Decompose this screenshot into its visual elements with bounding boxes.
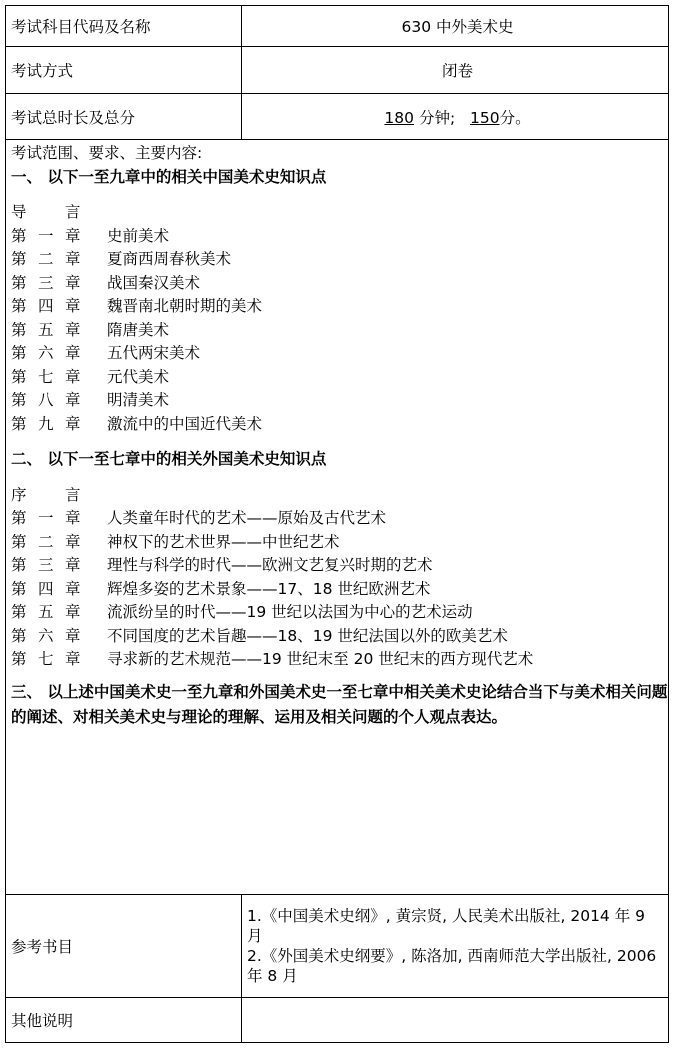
chapter-title: 寻求新的艺术规范——19 世纪末至 20 世纪末的西方现代艺术	[107, 650, 534, 669]
chapter-title: 五代两宋美术	[107, 344, 201, 363]
chapter-number: 第 六 章	[11, 344, 81, 363]
part1-chapter-list	[11, 201, 668, 436]
duration-value	[242, 94, 669, 140]
duration-label: 考试总时长及总分	[6, 94, 242, 140]
duration-score-unit: 分。	[499, 108, 531, 127]
chapter-title: 神权下的艺术世界——中世纪艺术	[107, 532, 340, 551]
chapter-number: 第 六 章	[11, 626, 81, 645]
chapter-number: 第 七 章	[11, 367, 81, 386]
chapter-title: 人类童年时代的艺术——原始及古代艺术	[107, 509, 387, 528]
chapter-title: 隋唐美术	[107, 320, 170, 339]
chapter-title: 明清美术	[107, 391, 170, 410]
chapter-item	[11, 201, 668, 225]
chapter-title: 流派纷呈的时代——19 世纪以法国为中心的艺术运动	[107, 603, 473, 622]
chapter-number: 第 四 章	[11, 297, 81, 316]
chapter-number: 第 一 章	[11, 226, 81, 245]
other-value	[242, 997, 669, 1042]
method-label: 考试方式	[6, 46, 242, 93]
chapter-number: 第 四 章	[11, 579, 81, 598]
subject-value: 630 中外美术史	[242, 6, 669, 47]
chapter-title: 激流中的中国近代美术	[107, 414, 263, 433]
duration-minutes: 180	[384, 108, 415, 127]
other-row	[6, 997, 669, 1042]
chapter-title: 战国秦汉美术	[107, 273, 201, 292]
chapter-number: 第 一 章	[11, 509, 81, 528]
chapter-item	[11, 601, 668, 625]
chapter-title: 史前美术	[107, 226, 170, 245]
chapter-item	[11, 413, 668, 437]
part3-paragraph: 三、 以上述中国美术史一至九章和外国美术史一至七章中相关美术史论结合当下与美术相关问题的阐述、对相关美术史与理论的理解、运用及相关问题的个人观点表达。	[11, 682, 668, 726]
chapter-item	[11, 295, 668, 319]
chapter-number: 第 五 章	[11, 320, 81, 339]
subject-row	[6, 6, 669, 47]
scope-intro: 考试范围、要求、主要内容:	[11, 144, 203, 163]
reference-item-2: 2.《外国美术史纲要》, 陈洛加, 西南师范大学出版社, 2006 年 8 月	[247, 947, 657, 986]
references-label: 参考书目	[6, 895, 242, 997]
chapter-number: 序 言	[11, 485, 81, 504]
chapter-number: 第 七 章	[11, 650, 81, 669]
subject-label: 考试科目代码及名称	[6, 6, 242, 47]
chapter-item	[11, 648, 668, 672]
duration-minutes-unit: 分钟;	[418, 108, 456, 127]
chapter-number: 第 二 章	[11, 250, 81, 269]
chapter-item	[11, 531, 668, 555]
duration-row	[6, 94, 669, 140]
chapter-item	[11, 554, 668, 578]
chapter-item	[11, 248, 668, 272]
chapter-number: 第 三 章	[11, 273, 81, 292]
chapter-item	[11, 507, 668, 531]
chapter-title: 元代美术	[107, 367, 170, 386]
chapter-item	[11, 484, 668, 508]
exam-info-table	[5, 5, 669, 1043]
chapter-item	[11, 225, 668, 249]
chapter-number: 第 三 章	[11, 556, 81, 575]
references-row	[6, 895, 669, 997]
chapter-item	[11, 272, 668, 296]
chapter-number: 第 二 章	[11, 532, 81, 551]
chapter-number: 第 九 章	[11, 414, 81, 433]
method-value: 闭卷	[242, 46, 669, 93]
references-value	[242, 895, 669, 997]
chapter-item	[11, 578, 668, 602]
other-label: 其他说明	[6, 997, 242, 1042]
method-row	[6, 46, 669, 93]
scope-cell	[6, 140, 669, 895]
chapter-number: 第 八 章	[11, 391, 81, 410]
part2-heading: 二、 以下一至七章中的相关外国美术史知识点	[11, 450, 327, 469]
part2-chapter-list	[11, 484, 668, 672]
duration-score: 150	[469, 108, 500, 127]
chapter-number: 导 言	[11, 203, 81, 222]
chapter-title: 夏商西周春秋美术	[107, 250, 232, 269]
chapter-item	[11, 625, 668, 649]
chapter-number: 第 五 章	[11, 603, 81, 622]
chapter-item	[11, 319, 668, 343]
reference-item-1: 1.《中国美术史纲》, 黄宗贤, 人民美术出版社, 2014 年 9 月	[247, 907, 646, 946]
chapter-item	[11, 342, 668, 366]
chapter-item	[11, 389, 668, 413]
scope-row	[6, 140, 669, 895]
chapter-title: 魏晋南北朝时期的美术	[107, 297, 263, 316]
chapter-title: 辉煌多姿的艺术景象——17、18 世纪欧洲艺术	[107, 579, 431, 598]
chapter-item	[11, 366, 668, 390]
chapter-title: 理性与科学的时代——欧洲文艺复兴时期的艺术	[107, 556, 433, 575]
chapter-title: 不同国度的艺术旨趣——18、19 世纪法国以外的欧美艺术	[107, 626, 508, 645]
part1-heading: 一、 以下一至九章中的相关中国美术史知识点	[11, 167, 327, 186]
